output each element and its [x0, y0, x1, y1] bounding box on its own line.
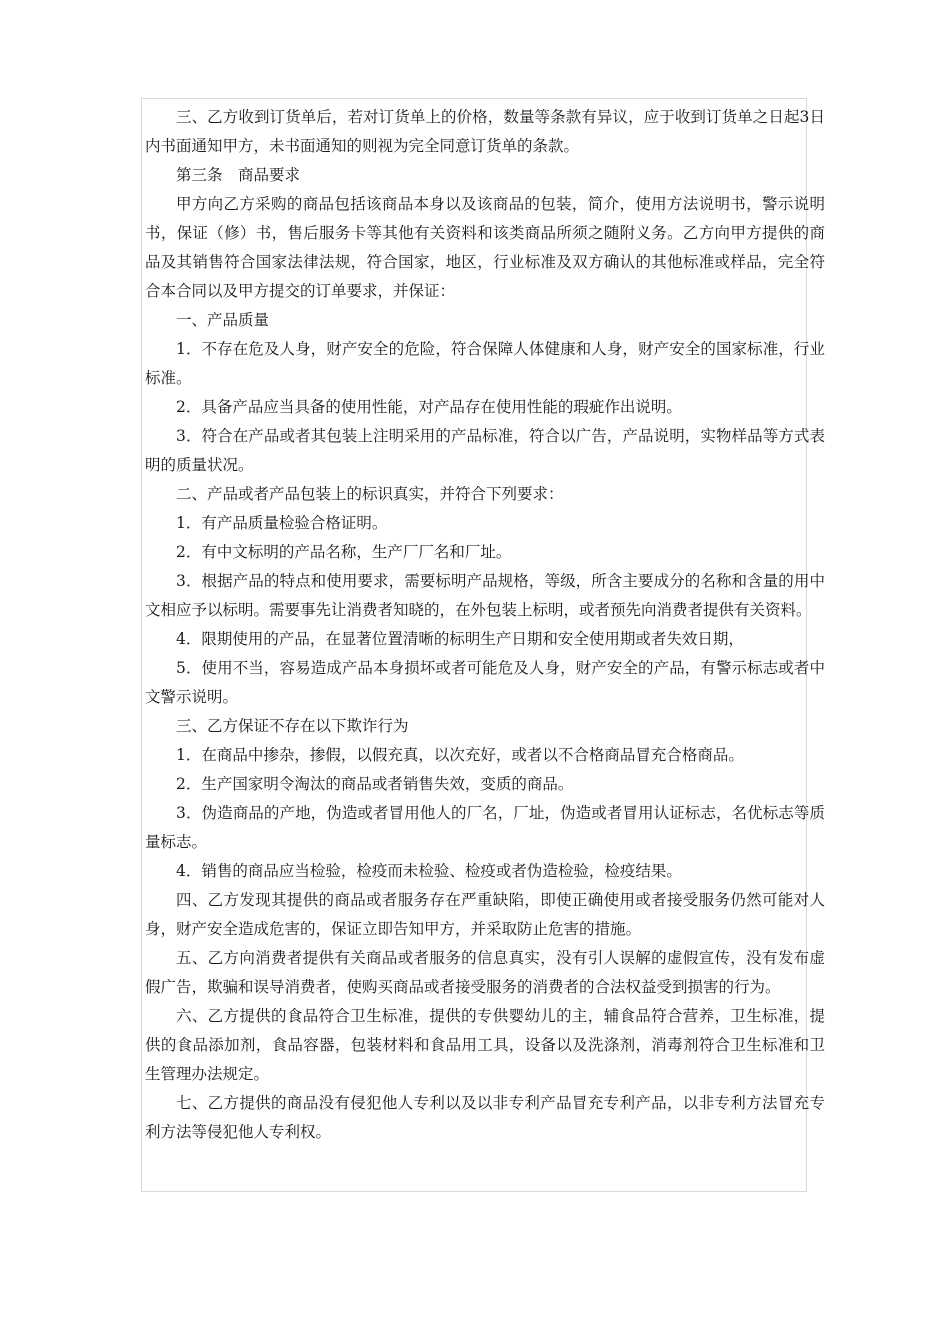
list-item: 1．有产品质量检验合格证明。 [176, 514, 388, 532]
list-item: 3．伪造商品的产地，伪造或者冒用他人的厂名，厂址，伪造或者冒用认证标志，名优标志等质量标志。 [145, 804, 825, 851]
paragraph-clause-7: 七、乙方提供的商品没有侵犯他人专利以及以非专利产品冒充专利产品，以非专利方法冒充专利方法等侵犯他人专利权。 [145, 1094, 825, 1141]
paragraph-clause-4: 四、乙方发现其提供的商品或者服务存在严重缺陷，即使正确使用或者接受服务仍然可能对人身，财产安全造成危害的，保证立即告知甲方，并采取防止危害的措施。 [145, 891, 825, 938]
list-item: 2．具备产品应当具备的使用性能，对产品存在使用性能的瑕疵作出说明。 [176, 398, 682, 416]
list-item: 4．限期使用的产品，在显著位置清晰的标明生产日期和安全使用期或者失效日期， [176, 630, 744, 648]
section-product-quality-heading: 一、产品质量 [176, 311, 270, 329]
section-labeling-heading: 二、产品或者产品包装上的标识真实，并符合下列要求： [176, 485, 564, 503]
list-item: 3．根据产品的特点和使用要求，需要标明产品规格，等级，所含主要成分的名称和含量的用中文相应予以标明。需要事先让消费者知晓的，在外包装上标明，或者预先向消费者提供有关资料。 [145, 572, 825, 619]
list-item: 5．使用不当，容易造成产品本身损坏或者可能危及人身，财产安全的产品，有警示标志或者中文警示说明。 [145, 659, 825, 706]
paragraph-clause-6: 六、乙方提供的食品符合卫生标准，提供的专供婴幼儿的主，辅食品符合营养，卫生标准，提供的食品添加剂，食品容器，包装材料和食品用工具，设备以及洗涤剂，消毒剂符合卫生标准和卫生管理办法规定。 [145, 1007, 825, 1083]
article-3-heading: 第三条 商品要求 [176, 166, 301, 184]
section-fraud-heading: 三、乙方保证不存在以下欺诈行为 [176, 717, 409, 735]
document-body [145, 103, 825, 1147]
list-item: 2．生产国家明令淘汰的商品或者销售失效，变质的商品。 [176, 775, 574, 793]
paragraph-article3-intro: 甲方向乙方采购的商品包括该商品本身以及该商品的包装，简介，使用方法说明书，警示说明书，保证（修）书，售后服务卡等其他有关资料和该类商品所须之随附义务。乙方向甲方提供的商品及其销售符合国家法律法规，符合国家，地区，行业标准及双方确认的其他标准或样品，完全符合本合同以及甲方提交的订单要求，并保证： [145, 195, 825, 300]
list-item: 1．不存在危及人身，财产安全的危险，符合保障人体健康和人身，财产安全的国家标准，行业标准。 [145, 340, 825, 387]
paragraph-clause-5: 五、乙方向消费者提供有关商品或者服务的信息真实，没有引人误解的虚假宣传，没有发布虚假广告，欺骗和误导消费者，使购买商品或者接受服务的消费者的合法权益受到损害的行为。 [145, 949, 825, 996]
list-item: 4．销售的商品应当检验，检疫而未检验、检疫或者伪造检验，检疫结果。 [176, 862, 682, 880]
list-item: 1．在商品中掺杂，掺假，以假充真，以次充好，或者以不合格商品冒充合格商品。 [176, 746, 744, 764]
list-item: 3．符合在产品或者其包装上注明采用的产品标准，符合以广告，产品说明，实物样品等方式表明的质量状况。 [145, 427, 825, 474]
list-item: 2．有中文标明的产品名称，生产厂厂名和厂址。 [176, 543, 512, 561]
paragraph-article2-clause3: 三、乙方收到订货单后，若对订货单上的价格，数量等条款有异议，应于收到订货单之日起3日内书面通知甲方，未书面通知的则视为完全同意订货单的条款。 [145, 108, 825, 155]
